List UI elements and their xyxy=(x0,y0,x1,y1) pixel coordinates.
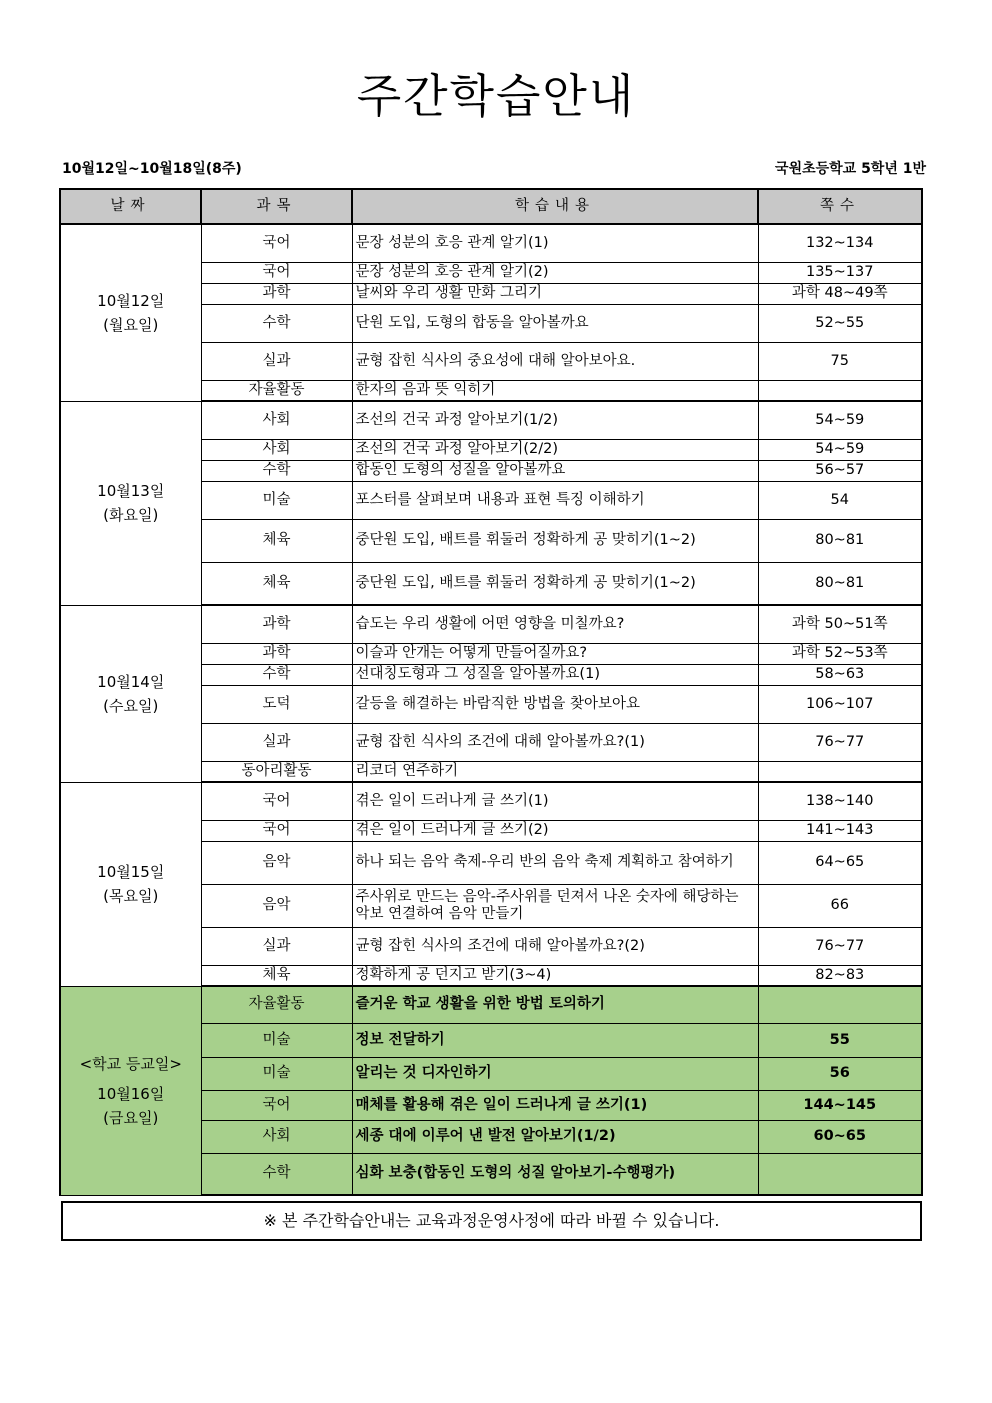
date-cell xyxy=(60,782,201,986)
pages-cell: 75 xyxy=(758,342,922,380)
date-date: 10월14일 xyxy=(97,672,165,691)
content-cell: 중단원 도입, 배트를 휘둘러 정확하게 공 맞히기(1~2) xyxy=(352,562,758,605)
content-cell: 이슬과 안개는 어떻게 만들어질까요? xyxy=(352,643,758,664)
subject-cell: 국어 xyxy=(201,820,352,841)
pages-cell: 56~57 xyxy=(758,460,922,481)
subject-cell: 체육 xyxy=(201,562,352,605)
pages-cell: 52~55 xyxy=(758,304,922,342)
content-cell: 즐거운 학교 생활을 위한 방법 토의하기 xyxy=(352,986,758,1023)
date-weekday: (월요일) xyxy=(103,315,159,334)
table-row xyxy=(60,401,922,439)
pages-cell: 54~59 xyxy=(758,401,922,439)
subject-cell: 도덕 xyxy=(201,685,352,723)
subject-cell: 과학 xyxy=(201,283,352,304)
content-cell: 습도는 우리 생활에 어떤 영향을 미칠까요? xyxy=(352,605,758,643)
pages-cell xyxy=(758,986,922,1023)
subject-cell: 체육 xyxy=(201,519,352,562)
schedule-table xyxy=(59,188,923,1196)
content-cell: 합동인 도형의 성질을 알아볼까요 xyxy=(352,460,758,481)
content-cell: 균형 잡힌 식사의 중요성에 대해 알아보아요. xyxy=(352,342,758,380)
date-cell xyxy=(60,605,201,782)
table-row xyxy=(60,986,922,1023)
date-label: <학교 등교일> xyxy=(79,1054,182,1073)
content-cell: 한자의 음과 뜻 익히기 xyxy=(352,380,758,401)
pages-cell: 과학 48~49쪽 xyxy=(758,283,922,304)
content-cell: 균형 잡힌 식사의 조건에 대해 알아볼까요?(2) xyxy=(352,927,758,965)
pages-cell xyxy=(758,761,922,782)
pages-cell: 76~77 xyxy=(758,927,922,965)
pages-cell: 55 xyxy=(758,1023,922,1057)
content-cell: 알리는 것 디자인하기 xyxy=(352,1057,758,1090)
subject-cell: 실과 xyxy=(201,723,352,761)
table-header-row xyxy=(60,189,922,224)
content-cell: 갈등을 해결하는 바람직한 방법을 찾아보아요 xyxy=(352,685,758,723)
content-cell: 선대칭도형과 그 성질을 알아볼까요(1) xyxy=(352,664,758,685)
content-cell: 조선의 건국 과정 알아보기(2/2) xyxy=(352,439,758,460)
pages-cell: 60~65 xyxy=(758,1120,922,1153)
school-class: 국원초등학교 5학년 1반 xyxy=(775,161,926,177)
content-cell: 조선의 건국 과정 알아보기(1/2) xyxy=(352,401,758,439)
header-pages: 쪽수 xyxy=(758,189,922,224)
subject-cell: 실과 xyxy=(201,927,352,965)
content-cell: 매체를 활용해 겪은 일이 드러나게 글 쓰기(1) xyxy=(352,1090,758,1120)
subject-cell: 자율활동 xyxy=(201,986,352,1023)
subject-cell: 수학 xyxy=(201,304,352,342)
subject-cell: 사회 xyxy=(201,439,352,460)
table-row xyxy=(60,605,922,643)
header-content: 학습내용 xyxy=(352,189,758,224)
date-cell xyxy=(60,224,201,401)
table-row xyxy=(60,224,922,262)
content-cell: 리코더 연주하기 xyxy=(352,761,758,782)
subject-cell: 수학 xyxy=(201,664,352,685)
pages-cell: 64~65 xyxy=(758,841,922,884)
date-date: 10월12일 xyxy=(97,291,165,310)
pages-cell: 141~143 xyxy=(758,820,922,841)
subject-cell: 사회 xyxy=(201,1120,352,1153)
pages-cell: 82~83 xyxy=(758,965,922,986)
date-weekday: (수요일) xyxy=(103,696,159,715)
subject-cell: 미술 xyxy=(201,1057,352,1090)
pages-cell: 54~59 xyxy=(758,439,922,460)
pages-cell xyxy=(758,380,922,401)
subject-cell: 음악 xyxy=(201,884,352,927)
date-weekday: (금요일) xyxy=(103,1108,159,1127)
subject-cell: 사회 xyxy=(201,401,352,439)
content-cell: 문장 성분의 호응 관계 알기(1) xyxy=(352,224,758,262)
pages-cell: 76~77 xyxy=(758,723,922,761)
pages-cell: 54 xyxy=(758,481,922,519)
subject-cell: 과학 xyxy=(201,605,352,643)
subject-cell: 국어 xyxy=(201,782,352,820)
content-cell: 포스터를 살펴보며 내용과 표현 특징 이해하기 xyxy=(352,481,758,519)
page-title: 주간학습안내 xyxy=(356,69,636,123)
subject-cell: 체육 xyxy=(201,965,352,986)
subject-cell: 자율활동 xyxy=(201,380,352,401)
header-date: 날짜 xyxy=(60,189,201,224)
content-cell: 문장 성분의 호응 관계 알기(2) xyxy=(352,262,758,283)
pages-cell: 144~145 xyxy=(758,1090,922,1120)
content-cell: 균형 잡힌 식사의 조건에 대해 알아볼까요?(1) xyxy=(352,723,758,761)
pages-cell: 58~63 xyxy=(758,664,922,685)
pages-cell: 80~81 xyxy=(758,562,922,605)
subject-cell: 국어 xyxy=(201,224,352,262)
subject-cell: 미술 xyxy=(201,481,352,519)
pages-cell: 80~81 xyxy=(758,519,922,562)
content-cell: 정보 전달하기 xyxy=(352,1023,758,1057)
date-date: 10월13일 xyxy=(97,482,165,500)
subject-cell: 실과 xyxy=(201,342,352,380)
content-cell: 날씨와 우리 생활 만화 그리기 xyxy=(352,283,758,304)
date-weekday: (목요일) xyxy=(103,887,159,905)
content-cell: 겪은 일이 드러나게 글 쓰기(2) xyxy=(352,820,758,841)
schedule-body xyxy=(60,224,922,1195)
pages-cell: 과학 52~53쪽 xyxy=(758,643,922,664)
content-cell: 심화 보충(합동인 도형의 성질 알아보기-수행평가) xyxy=(352,1153,758,1195)
subject-cell: 과학 xyxy=(201,643,352,664)
date-date: 10월16일 xyxy=(97,1084,165,1103)
content-cell: 단원 도입, 도형의 합동을 알아볼까요 xyxy=(352,304,758,342)
content-cell: 주사위로 만드는 음악-주사위를 던져서 나온 숫자에 해당하는 악보 연결하여 음악 만들기 xyxy=(352,884,758,927)
pages-cell: 135~137 xyxy=(758,262,922,283)
content-cell: 중단원 도입, 배트를 휘둘러 정확하게 공 맞히기(1~2) xyxy=(352,519,758,562)
date-cell xyxy=(60,401,201,605)
date-cell xyxy=(60,986,201,1195)
pages-cell: 과학 50~51쪽 xyxy=(758,605,922,643)
content-cell: 하나 되는 음악 축제-우리 반의 음악 축제 계획하고 참여하기 xyxy=(352,841,758,884)
content-cell: 정확하게 공 던지고 받기(3~4) xyxy=(352,965,758,986)
date-weekday: (화요일) xyxy=(103,506,159,524)
date-date: 10월15일 xyxy=(97,863,165,881)
table-row xyxy=(60,782,922,820)
notice-box: ※ 본 주간학습안내는 교육과정운영사정에 따라 바뀔 수 있습니다. xyxy=(61,1201,922,1241)
pages-cell: 66 xyxy=(758,884,922,927)
content-cell: 세종 대에 이루어 낸 발전 알아보기(1/2) xyxy=(352,1120,758,1153)
subject-cell: 음악 xyxy=(201,841,352,884)
header-subject: 과목 xyxy=(201,189,352,224)
pages-cell: 56 xyxy=(758,1057,922,1090)
subject-cell: 국어 xyxy=(201,1090,352,1120)
subject-cell: 수학 xyxy=(201,1153,352,1195)
subject-cell: 미술 xyxy=(201,1023,352,1057)
content-cell: 겪은 일이 드러나게 글 쓰기(1) xyxy=(352,782,758,820)
subject-cell: 수학 xyxy=(201,460,352,481)
pages-cell: 106~107 xyxy=(758,685,922,723)
subject-cell: 국어 xyxy=(201,262,352,283)
subject-cell: 동아리활동 xyxy=(201,761,352,782)
pages-cell xyxy=(758,1153,922,1195)
pages-cell: 132~134 xyxy=(758,224,922,262)
week-period: 10월12일~10월18일(8주) xyxy=(62,161,242,177)
pages-cell: 138~140 xyxy=(758,782,922,820)
